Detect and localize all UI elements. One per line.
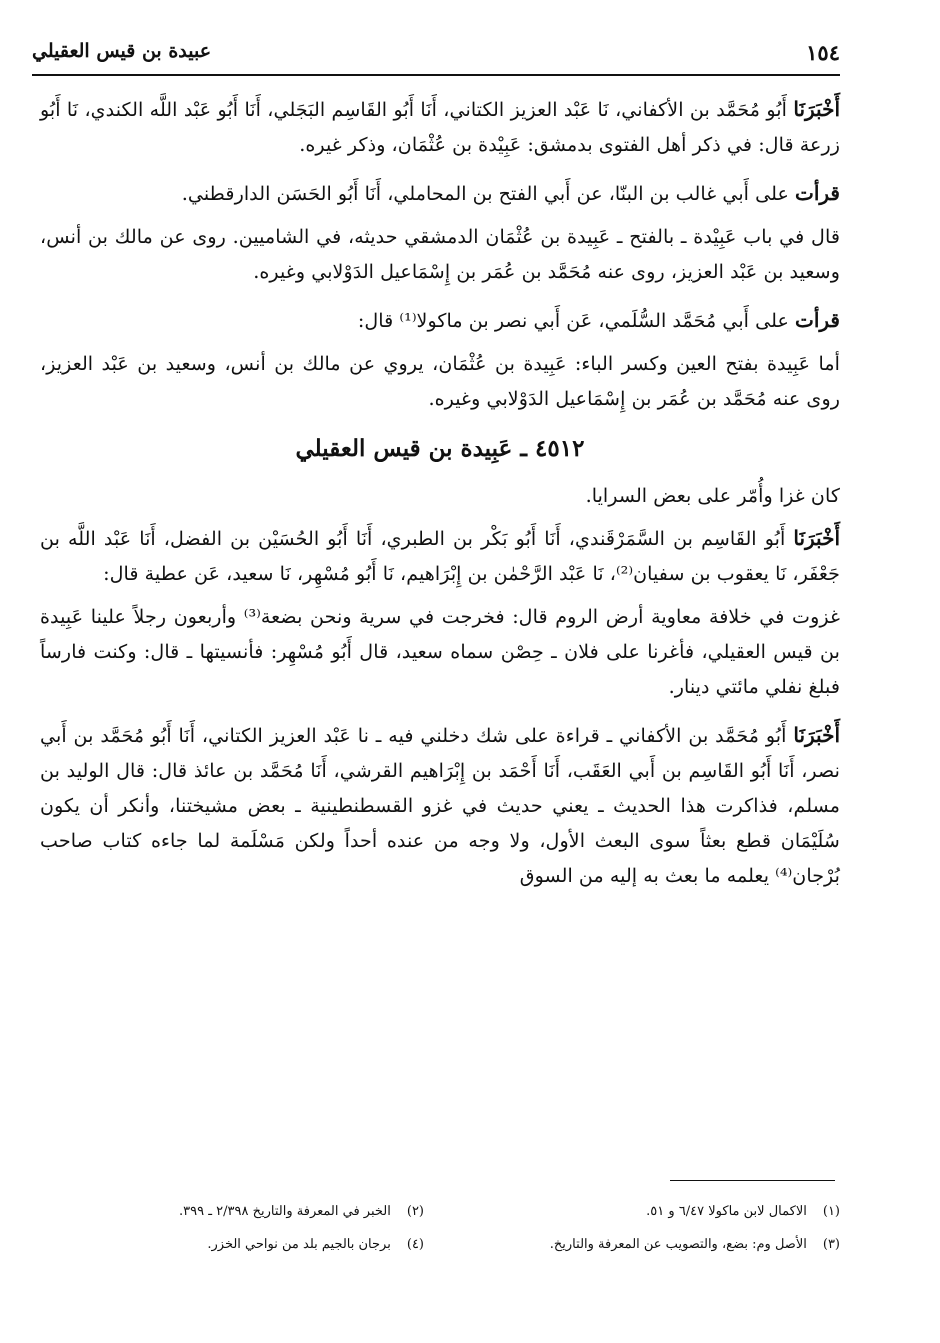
footnote-row xyxy=(40,1228,840,1261)
header-rule xyxy=(32,74,840,76)
footnote-marker: (٤) xyxy=(406,1237,424,1252)
footnote-rule xyxy=(670,1180,835,1181)
footnote-row xyxy=(40,1195,840,1228)
footnote xyxy=(40,1228,424,1261)
paragraph-text: قال في باب عَبِيْدة ـ بالفتح ـ عَبِيدة بن عُثْمَان الدمشقي حديثه، في الشاميين. روى عن مالك بن أنس، وسعيد بن عَبْد العزيز، روى عنه مُحَمَّد بن عُمَر بن إِسْمَاعيل الدَوْلابي وغيره. xyxy=(40,225,840,283)
footnote-text: الخبر في المعرفة والتاريخ ٢/٣٩٨ ـ ٣٩٩. xyxy=(178,1204,391,1219)
paragraph xyxy=(40,92,840,162)
footnotes xyxy=(40,1195,840,1261)
paragraph-lead-word: أَخْبَرَنَا xyxy=(793,526,840,550)
paragraph xyxy=(40,521,840,591)
footnote-marker: (١) xyxy=(822,1204,840,1219)
paragraph xyxy=(40,346,840,416)
footnote-text: الأصل وم: بضع، والتصويب عن المعرفة والتاريخ. xyxy=(549,1237,807,1252)
paragraph xyxy=(40,599,840,704)
paragraph-text: أما عَبِيدة بفتح العين وكسر الباء: عَبِيدة بن عُثْمَان، يروي عن مالك بن أنس، وسعيد بن عَبْد العزيز، روى عنه مُحَمَّد بن عُمَر بن إِسْمَاعيل الدَوْلابي وغيره. xyxy=(40,352,840,410)
paragraph-lead-word: قرأت xyxy=(795,308,840,332)
paragraph-text: غزوت في خلافة معاوية أرض الروم قال: فخرجت في سرية ونحن بضعة⁽³⁾ وأربعون رجلاً علينا عَبِيدة بن قيس العقيلي، فأغرنا على فلان ـ حِصْن سماه سعيد، قال أَبُو مُسْهِر: فأنسيتها ـ قال: وكنت فارساً فبلغ نفلي مائتي دينار. xyxy=(40,605,840,698)
paragraph-lead-word: قرأت xyxy=(795,181,840,205)
running-title: عبيدة بن قيس العقيلي xyxy=(32,40,212,62)
footnote xyxy=(456,1195,840,1228)
paragraph xyxy=(40,219,840,289)
paragraph-lead-word: أَخْبَرَنَا xyxy=(793,723,840,747)
page-number: ١٥٤ xyxy=(806,40,840,65)
paragraph-text: كان غزا وأُمّر على بعض السرايا. xyxy=(585,484,840,507)
paragraph-text: على أَبي غالب بن البنّا، عن أَبي الفتح بن المحاملي، أَنَا أَبُو الحَسَن الدارقطني. xyxy=(181,182,796,205)
paragraph-lead-word: أَخْبَرَنَا xyxy=(793,97,840,121)
footnote-text: الاكمال لابن ماكولا ٦/٤٧ و ٥١. xyxy=(646,1204,807,1219)
paragraph xyxy=(40,176,840,211)
footnote-text: برجان بالجيم بلد من نواحي الخزر. xyxy=(207,1237,391,1252)
page-body xyxy=(40,92,840,901)
paragraph-text: أَبُو القَاسِم بن السَّمَرْقَندي، أَنَا أَبُو بَكْر بن الطبري، أَنَا أَبُو الحُسَيْن بن الفضل، أَنَا عَبْد اللَّه بن جَعْفَر، نَا يعقوب بن سفيان⁽²⁾، نَا عَبْد الرَّحْمٰن بن إِبْرَاهيم، نَا أَبُو مُسْهِر، نَا سعيد، عَن عطية قال: xyxy=(40,527,840,585)
entry-heading xyxy=(40,430,840,468)
footnote xyxy=(40,1195,424,1228)
footnote-marker: (٣) xyxy=(822,1237,840,1252)
paragraph-text: أَبُو مُحَمَّد بن الأكفاني، نَا عَبْد العزيز الكتاني، أَنَا أَبُو القَاسِم البَجَلي، أَنَا أَبُو عَبْد اللَّه الكندي، نَا أَبُو زرعة قال: في ذكر أهل الفتوى بدمشق: عَبِيْدة بن عُثْمَان، وذكر غيره. xyxy=(40,98,840,156)
entry-title: ـ عَبِيدة بن قيس العقيلي xyxy=(295,435,528,462)
paragraph xyxy=(40,478,840,513)
paragraph xyxy=(40,303,840,338)
page-header xyxy=(32,40,840,76)
footnote xyxy=(456,1228,840,1261)
footnote-marker: (٢) xyxy=(406,1204,424,1219)
entry-number: ٤٥١٢ xyxy=(535,435,585,462)
paragraph-text: أَبُو مُحَمَّد بن الأكفاني ـ قراءة على شك دخلني فيه ـ نا عَبْد العزيز الكتاني، أَنَا أَبُو مُحَمَّد بن أَبي نصر، أَنَا أَبُو القَاسِم بن أَبي العَقَب، أَنَا أَحْمَد بن إِبْرَاهيم القرشي، أَنَا مُحَمَّد بن عائذ قال: قال الوليد بن مسلم، فذاكرت هذا الحديث ـ يعني حديث في غزو القسطنطينية ـ بعض مشيختنا، وأنكر أن يكون سُلَيْمَان قطع بعثاً سوى البعث الأول، ولا وجه من عنده أحداً ولكن مَسْلَمة لما جاءه كتاب صاحب بُرْجان⁽⁴⁾ يعلمه ما بعث به إليه من السوق xyxy=(40,724,840,887)
paragraph-text: على أَبي مُحَمَّد السُّلَمي، عَن أَبي نصر بن ماكولا⁽¹⁾ قال: xyxy=(357,309,796,332)
paragraph xyxy=(40,718,840,893)
